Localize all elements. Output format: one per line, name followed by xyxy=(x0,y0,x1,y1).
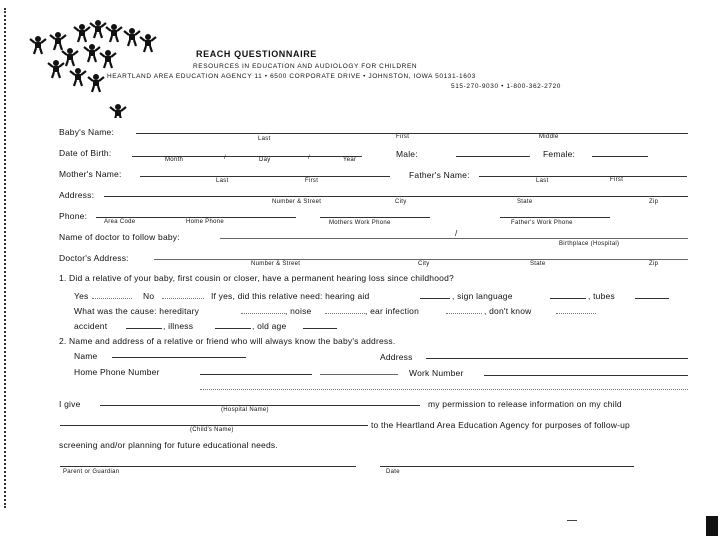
caption-area-code: Area Code xyxy=(104,219,136,225)
caption-doc-street: Number & Street xyxy=(251,261,301,267)
i-give-label: I give xyxy=(59,399,81,409)
question-1: 1. Did a relative of your baby, first cousin or closer, have a permanent hearing loss since childhood? xyxy=(59,273,454,283)
dont-know-label: , don't know xyxy=(484,306,532,316)
female-label: Female: xyxy=(543,149,576,159)
phone-label: Phone: xyxy=(59,211,88,221)
noise-label: , noise xyxy=(285,306,312,316)
q1-yes-field[interactable] xyxy=(92,298,132,299)
doctor-slash: / xyxy=(455,229,458,238)
stray-mark xyxy=(567,520,577,521)
caption-father-work: Father's Work Phone xyxy=(511,220,573,226)
caption-date: Date xyxy=(386,469,400,475)
q2-work-field[interactable] xyxy=(484,375,688,376)
dont-know-field[interactable] xyxy=(556,313,596,314)
caption-last: Last xyxy=(258,136,271,142)
q1-no-field[interactable] xyxy=(162,298,204,299)
old-age-field[interactable] xyxy=(303,328,337,329)
caption-zip: Zip xyxy=(649,199,659,205)
mother-name-field[interactable] xyxy=(140,176,390,177)
heartland-purpose-text: to the Heartland Area Education Agency for purposes of follow-up xyxy=(371,420,630,430)
caption-home-phone: Home Phone xyxy=(186,219,225,225)
caption-doc-city: City xyxy=(418,261,430,267)
caption-father-last: Last xyxy=(536,178,549,184)
caption-mother-work: Mothers Work Phone xyxy=(329,220,391,226)
caption-hospital-name: (Hospital Name) xyxy=(221,407,269,413)
q2-name-label: Name xyxy=(74,351,98,361)
q1-no-label: No xyxy=(143,291,155,301)
doctor-address-field[interactable] xyxy=(154,259,688,260)
male-label: Male: xyxy=(396,149,418,159)
q2-work-label: Work Number xyxy=(409,368,464,378)
q1-yes-label: Yes xyxy=(74,291,89,301)
dob-slash-1: / xyxy=(224,155,226,161)
caption-mother-last: Last xyxy=(216,178,229,184)
q1-need-label: If yes, did this relative need: hearing aid xyxy=(211,291,370,301)
address-label: Address: xyxy=(59,190,95,200)
address-field[interactable] xyxy=(104,196,688,197)
caption-month: Month xyxy=(165,157,184,163)
accident-field[interactable] xyxy=(126,328,162,329)
agency-phone: 515-270-9030 • 1-800-362-2720 xyxy=(451,83,562,90)
divider-dotted xyxy=(200,389,688,390)
dob-slash-2: / xyxy=(308,155,310,161)
cause-label: What was the cause: hereditary xyxy=(74,306,200,316)
female-field[interactable] xyxy=(592,156,648,157)
male-field[interactable] xyxy=(456,156,530,157)
ear-infection-field[interactable] xyxy=(446,313,482,314)
q2-home-phone-field[interactable] xyxy=(200,374,312,375)
baby-name-label: Baby's Name: xyxy=(59,127,115,137)
home-phone-field[interactable] xyxy=(96,217,296,218)
sign-language-field[interactable] xyxy=(550,298,586,299)
old-age-label: , old age xyxy=(252,321,287,331)
caption-father-first: First xyxy=(610,177,624,183)
caption-child-name: (Child's Name) xyxy=(190,427,234,433)
q2-address-field[interactable] xyxy=(426,358,688,359)
binding-holes xyxy=(4,8,8,508)
form-title: REACH QUESTIONNAIRE xyxy=(196,49,317,59)
tubes-field[interactable] xyxy=(635,298,669,299)
permission-text: my permission to release information on my child xyxy=(428,399,622,409)
date-field[interactable] xyxy=(380,466,634,467)
hereditary-field[interactable] xyxy=(241,313,285,314)
doctor-address-label: Doctor's Address: xyxy=(59,253,129,263)
illness-label: , illness xyxy=(163,321,194,331)
caption-mother-first: First xyxy=(305,178,319,184)
tubes-label: , tubes xyxy=(588,291,615,301)
dob-label: Date of Birth: xyxy=(59,148,112,158)
agency-address: HEARTLAND AREA EDUCATION AGENCY 11 • 6500 CORPORATE DRIVE • JOHNSTON, IOWA 50131-1603 xyxy=(107,73,476,80)
accident-label: accident xyxy=(74,321,108,331)
mother-name-label: Mother's Name: xyxy=(59,169,122,179)
caption-doc-state: State xyxy=(530,261,546,267)
ear-infection-label: , ear infection xyxy=(365,306,420,316)
father-name-label: Father's Name: xyxy=(409,170,470,180)
sign-language-label: , sign language xyxy=(452,291,513,301)
page-corner-mark xyxy=(706,516,718,536)
caption-birthplace: Birthplace (Hospital) xyxy=(559,241,620,247)
hospital-name-field[interactable] xyxy=(100,405,420,406)
question-2: 2. Name and address of a relative or friend who will always know the baby's address. xyxy=(59,336,396,346)
mother-work-phone-field[interactable] xyxy=(320,217,430,218)
q2-name-field[interactable] xyxy=(112,357,246,358)
caption-first: First xyxy=(396,134,410,140)
doctor-label: Name of doctor to follow baby: xyxy=(59,232,180,242)
father-name-field[interactable] xyxy=(479,176,687,177)
doctor-field[interactable] xyxy=(220,238,688,239)
father-work-phone-field[interactable] xyxy=(500,217,610,218)
caption-state: State xyxy=(517,199,533,205)
screening-text: screening and/or planning for future educational needs. xyxy=(59,440,278,450)
caption-doc-zip: Zip xyxy=(649,261,659,267)
caption-street: Number & Street xyxy=(272,199,322,205)
caption-day: Day xyxy=(259,157,271,163)
q2-address-label: Address xyxy=(380,352,413,362)
caption-year: Year xyxy=(343,157,357,163)
caption-parent-guardian: Parent or Guardian xyxy=(63,469,120,475)
hearing-aid-field[interactable] xyxy=(420,298,450,299)
form-subtitle: RESOURCES IN EDUCATION AND AUDIOLOGY FOR CHILDREN xyxy=(193,63,418,70)
caption-middle: Middle xyxy=(539,134,559,140)
noise-field[interactable] xyxy=(325,313,365,314)
parent-signature-field[interactable] xyxy=(60,466,356,467)
baby-name-field[interactable] xyxy=(136,133,688,134)
caption-city: City xyxy=(395,199,407,205)
q2-home-phone-field-2[interactable] xyxy=(320,374,398,375)
child-name-field[interactable] xyxy=(60,425,368,426)
logo-children-figures-icon xyxy=(28,18,168,118)
q2-home-phone-label: Home Phone Number xyxy=(74,367,160,377)
illness-field[interactable] xyxy=(215,328,251,329)
